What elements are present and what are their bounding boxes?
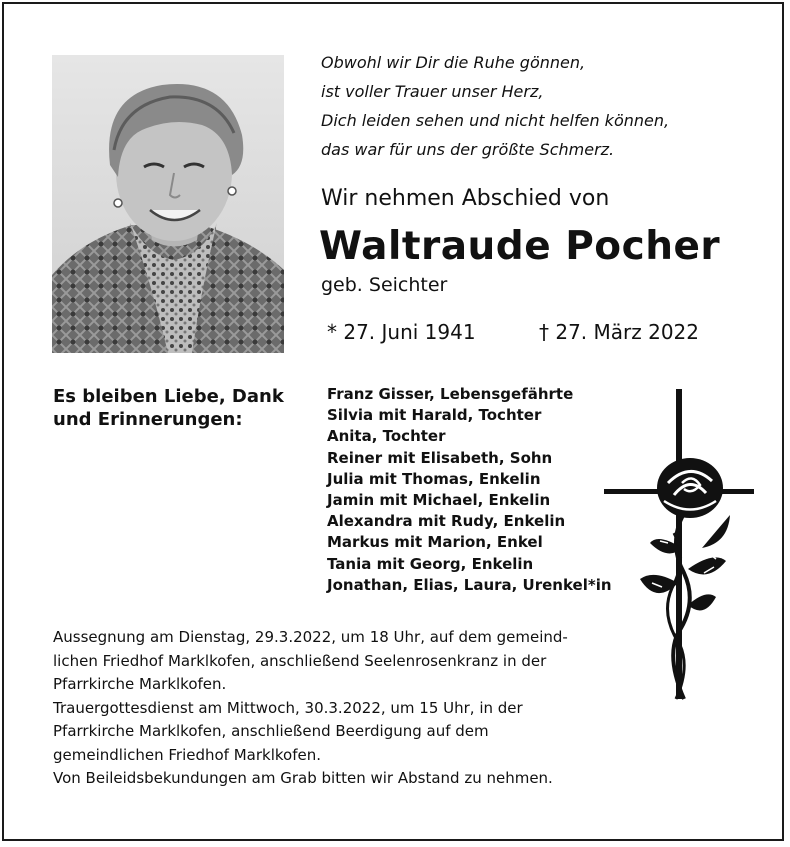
remembrance-line: Es bleiben Liebe, Dank (53, 386, 284, 407)
notice-line: Von Beileidsbekundungen am Grab bitten wir Abstand zu nehmen. (53, 769, 553, 787)
portrait-image (52, 55, 284, 353)
list-item: Tania mit Georg, Enkelin (327, 554, 534, 573)
poem-line: das war für uns der größte Schmerz. (321, 140, 615, 159)
list-item: Franz Gisser, Lebensgefährte (327, 385, 574, 403)
deceased-name: Waltraude Pocher (319, 224, 721, 269)
list-item: Julia mit Thomas, Enkelin (327, 469, 541, 488)
poem-line: ist voller Trauer unser Herz, (321, 82, 544, 101)
notice-line: lichen Friedhof Marklkofen, anschließend Seelenrosenkranz in der (53, 651, 547, 670)
family-list (327, 384, 612, 596)
notice-line: Aussegnung am Dienstag, 29.3.2022, um 18 Uhr, auf dem gemeind- (53, 628, 568, 646)
list-item: Jamin mit Michael, Enkelin (327, 491, 551, 510)
remembrance-line: und Erinnerungen: (53, 409, 243, 430)
death-date: † 27. März 2022 (539, 320, 700, 344)
maiden-name: geb. Seichter (321, 274, 448, 296)
portrait-photo (52, 55, 284, 353)
life-dates (327, 320, 700, 344)
farewell-heading: Wir nehmen Abschied von (321, 186, 610, 211)
notice-line: Trauergottesdienst am Mittwoch, 30.3.2022, um 15 Uhr, in der (53, 698, 523, 717)
poem-line: Dich leiden sehen und nicht helfen können, (321, 111, 670, 130)
list-item: Markus mit Marion, Enkel (327, 533, 543, 552)
poem-line: Obwohl wir Dir die Ruhe gönnen, (321, 53, 586, 72)
list-item: Anita, Tochter (327, 427, 446, 446)
service-notice (53, 626, 633, 791)
remembrance-text (53, 385, 284, 431)
notice-line: Pfarrkirche Marklkofen, anschließend Beerdigung auf dem (53, 722, 489, 740)
notice-line: gemeindlichen Friedhof Marklkofen. (53, 745, 322, 764)
poem (321, 48, 761, 164)
list-item: Silvia mit Harald, Tochter (327, 406, 542, 425)
list-item: Alexandra mit Rudy, Enkelin (327, 512, 566, 531)
list-item: Jonathan, Elias, Laura, Urenkel*in (327, 575, 612, 594)
notice-line: Pfarrkirche Marklkofen. (53, 675, 227, 693)
list-item: Reiner mit Elisabeth, Sohn (327, 448, 553, 467)
birth-date: * 27. Juni 1941 (327, 320, 476, 344)
